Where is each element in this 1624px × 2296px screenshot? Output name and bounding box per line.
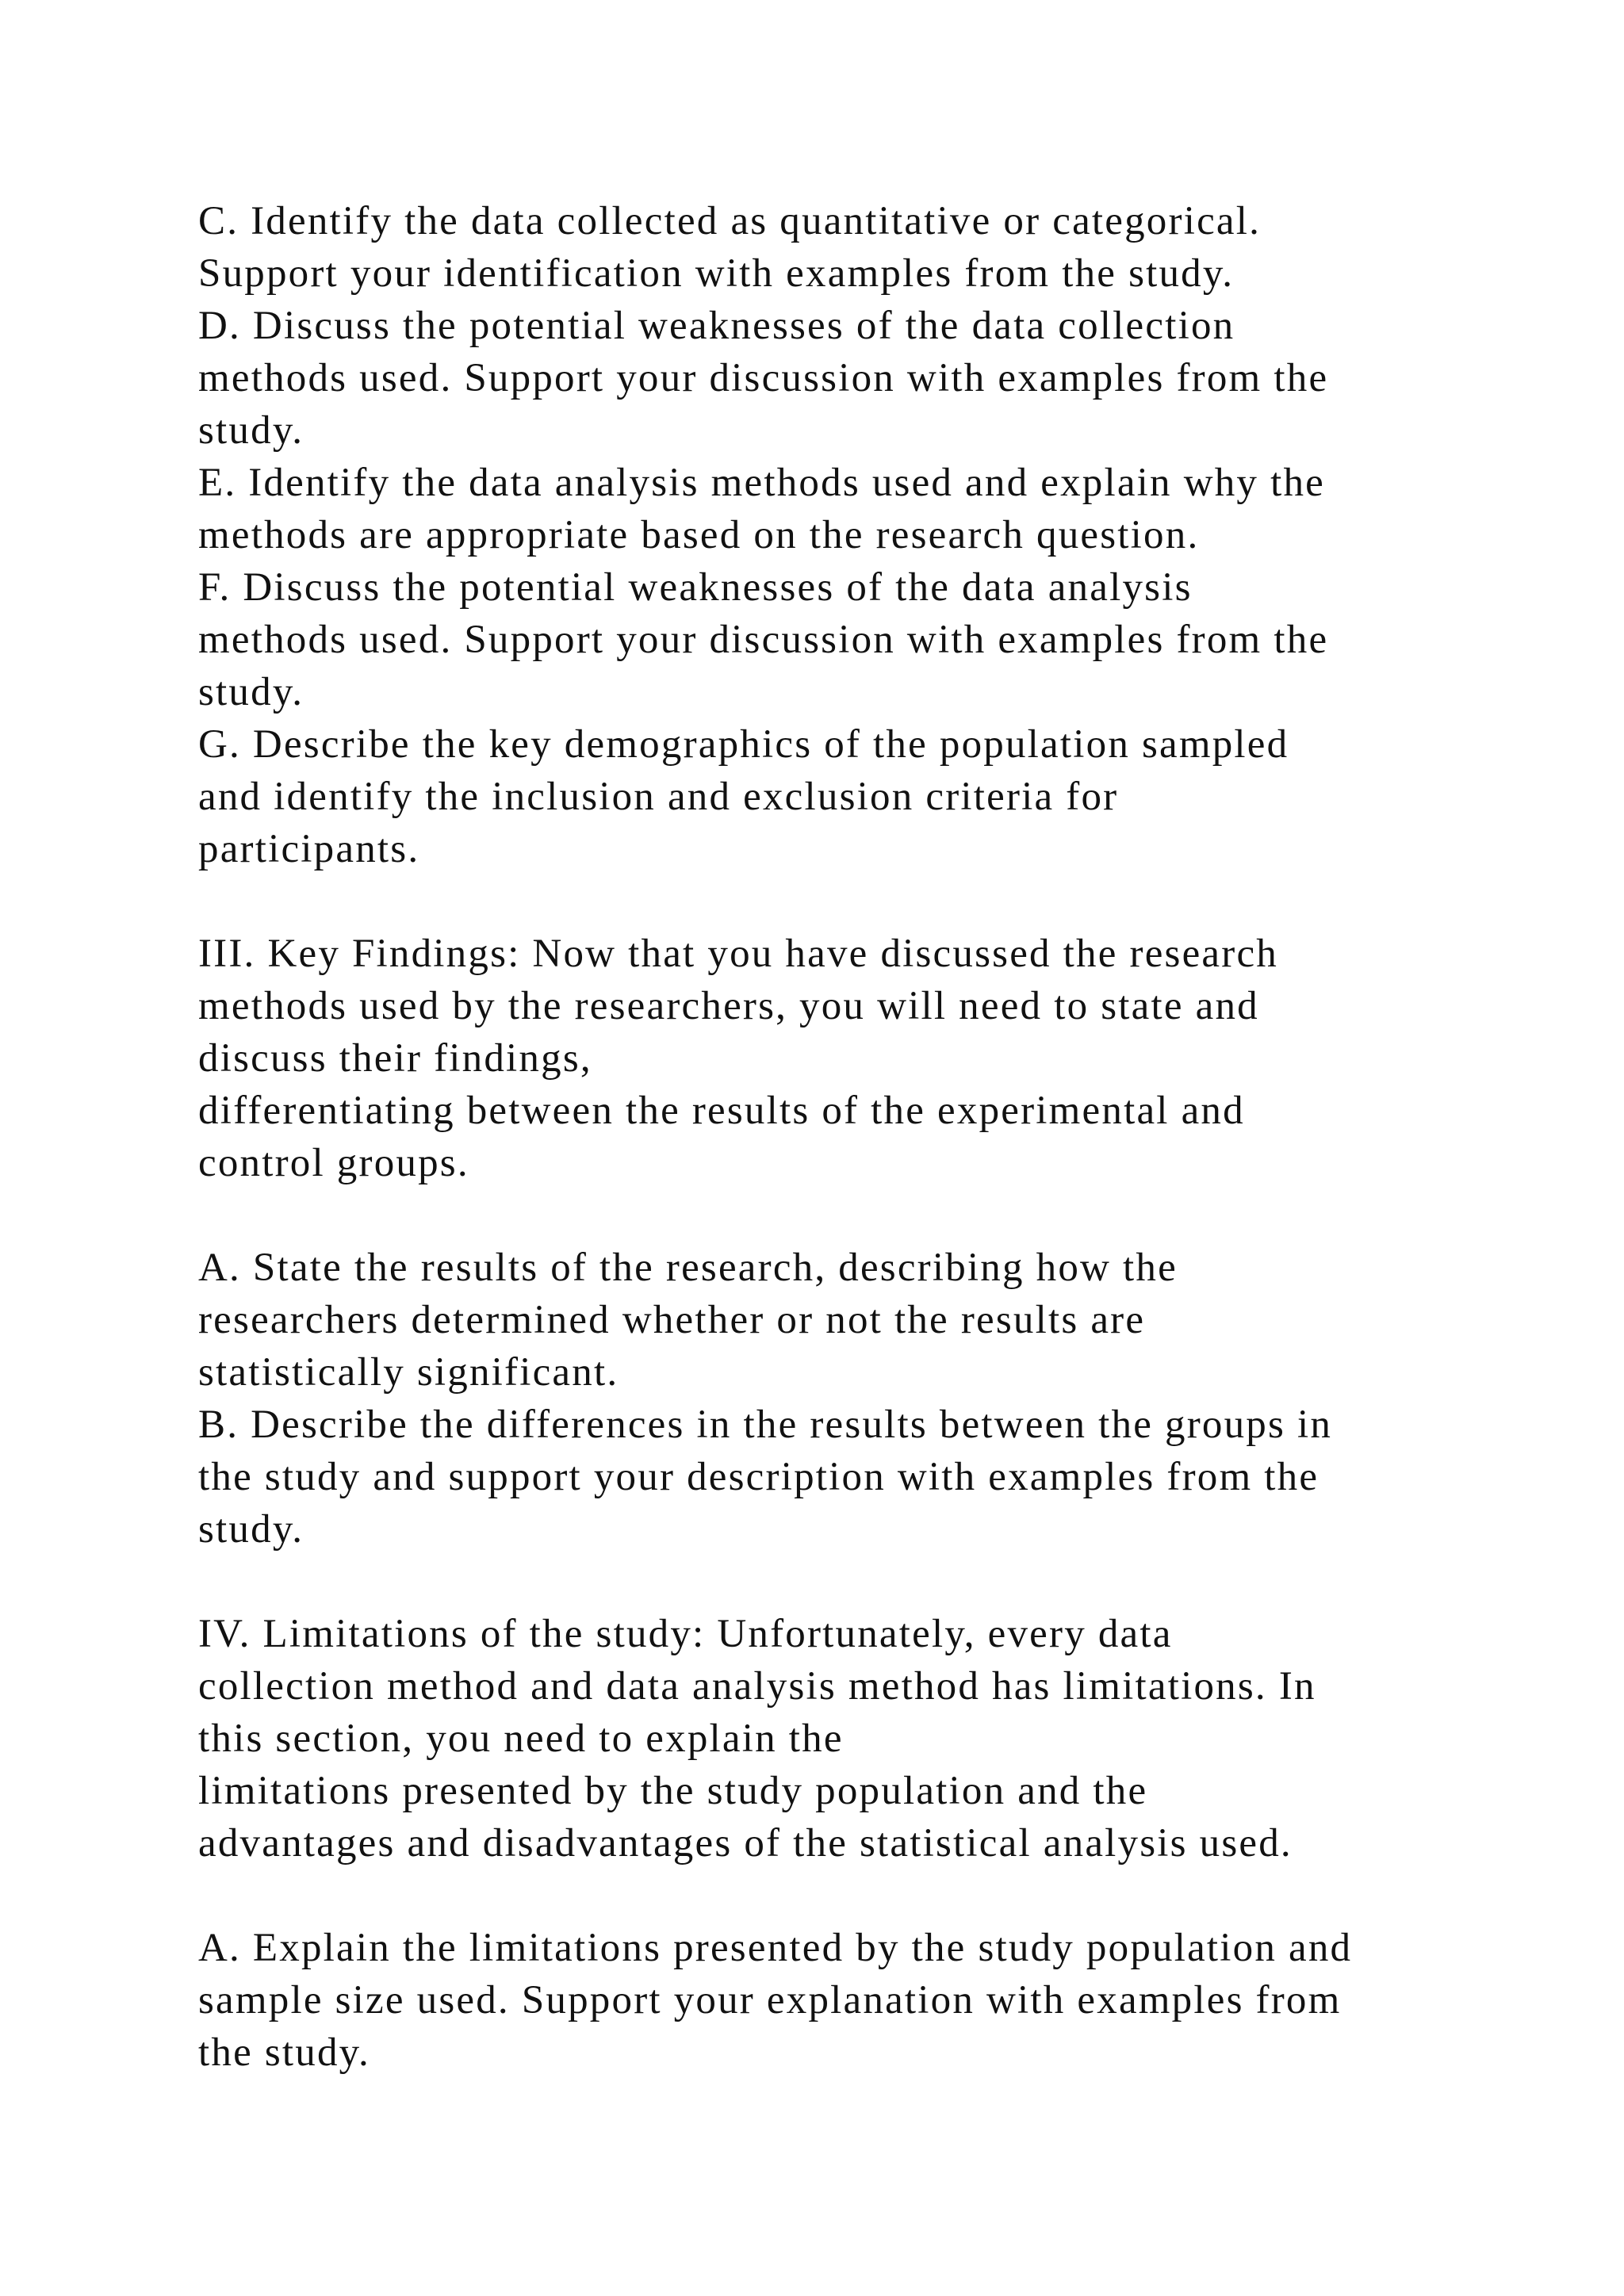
text-line: methods are appropriate based on the research question. <box>198 513 1200 557</box>
text-line: G. Describe the key demographics of the population sampled <box>198 722 1289 767</box>
text-line: F. Discuss the potential weaknesses of the data analysis <box>198 565 1193 610</box>
paragraph-break <box>198 1189 1546 1242</box>
text-line: the study. <box>198 2030 371 2075</box>
text-line: limitations presented by the study population and the <box>198 1769 1148 1813</box>
paragraph-break <box>198 1869 1546 1922</box>
text-line: A. State the results of the research, describing how the <box>198 1246 1178 1290</box>
text-line: A. Explain the limitations presented by the study population and <box>198 1926 1353 1970</box>
text-line: and identify the inclusion and exclusion criteria for <box>198 775 1119 819</box>
text-line: study. <box>198 408 304 453</box>
document-body <box>198 195 1546 2079</box>
section-heading-line: IV. Limitations of the study: Unfortunately, every data <box>198 1612 1173 1656</box>
section-heading-line: III. Key Findings: Now that you have discussed the research <box>198 932 1278 976</box>
text-line: control groups. <box>198 1141 469 1185</box>
text-line: statistically significant. <box>198 1350 619 1395</box>
text-line: advantages and disadvantages of the statistical analysis used. <box>198 1821 1293 1866</box>
text-line: study. <box>198 1507 304 1552</box>
text-line: this section, you need to explain the <box>198 1716 844 1761</box>
text-line: D. Discuss the potential weaknesses of the data collection <box>198 304 1235 348</box>
text-line: methods used. Support your discussion with examples from the <box>198 356 1329 400</box>
text-line: methods used by the researchers, you will need to state and <box>198 984 1259 1028</box>
text-line: methods used. Support your discussion with examples from the <box>198 618 1329 662</box>
text-line: collection method and data analysis method has limitations. In <box>198 1664 1316 1709</box>
text-line: the study and support your description with examples from the <box>198 1455 1320 1499</box>
text-line: E. Identify the data analysis methods used and explain why the <box>198 461 1325 505</box>
text-line: discuss their findings, <box>198 1036 592 1081</box>
text-line: Support your identification with examples from the study. <box>198 251 1235 296</box>
paragraph-break <box>198 1556 1546 1608</box>
text-line: researchers determined whether or not the results are <box>198 1298 1146 1342</box>
text-line: differentiating between the results of the experimental and <box>198 1089 1245 1133</box>
text-line: participants. <box>198 827 420 871</box>
paragraph-break <box>198 875 1546 928</box>
text-line: B. Describe the differences in the results between the groups in <box>198 1402 1333 1447</box>
text-line: sample size used. Support your explanation with examples from <box>198 1978 1342 2022</box>
text-line: C. Identify the data collected as quantitative or categorical. <box>198 199 1262 243</box>
text-line: study. <box>198 670 304 714</box>
